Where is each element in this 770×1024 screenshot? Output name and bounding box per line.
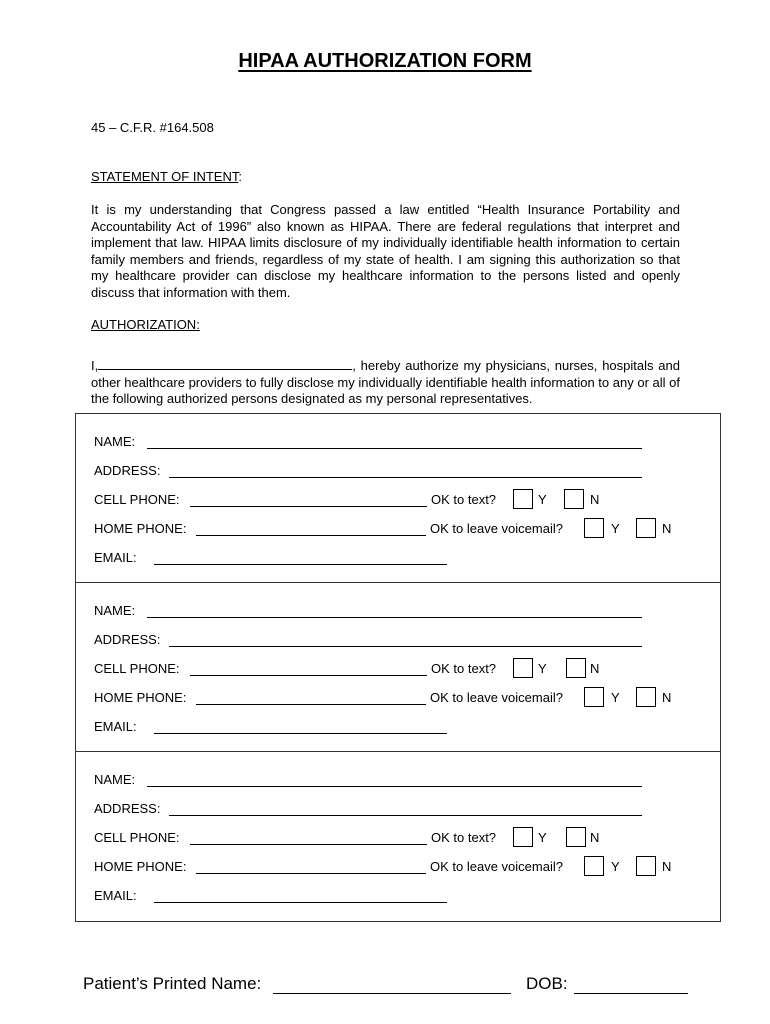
ok-to-text-yes-label: Y <box>538 830 547 845</box>
ok-to-text-no-checkbox[interactable] <box>566 658 586 678</box>
ok-voicemail-yes-label: Y <box>611 859 620 874</box>
ok-voicemail-no-label: N <box>662 521 672 536</box>
ok-voicemail-no-checkbox[interactable] <box>636 687 656 707</box>
address-field[interactable] <box>169 477 642 478</box>
ok-to-text-yes-checkbox[interactable] <box>513 827 533 847</box>
home-phone-field[interactable] <box>196 704 426 705</box>
intent-heading-colon: : <box>238 169 242 184</box>
cell-phone-field[interactable] <box>190 844 427 845</box>
cell-phone-field[interactable] <box>190 506 427 507</box>
email-field[interactable] <box>154 733 447 734</box>
email-field[interactable] <box>154 902 447 903</box>
patient-printed-name-label: Patient’s Printed Name: <box>83 974 262 993</box>
ok-to-text-no-label: N <box>590 830 600 845</box>
email-label: EMAIL: <box>94 719 137 734</box>
home-phone-label: HOME PHONE: <box>94 690 187 705</box>
address-field[interactable] <box>169 646 642 647</box>
representative-block-3 <box>75 751 721 922</box>
home-phone-label: HOME PHONE: <box>94 521 187 536</box>
representative-block-2 <box>75 582 721 752</box>
authorization-heading <box>91 317 200 332</box>
name-label: NAME: <box>94 434 136 449</box>
dob-field[interactable] <box>574 993 688 994</box>
ok-to-text-no-label: N <box>590 492 600 507</box>
ok-voicemail-yes-label: Y <box>611 521 620 536</box>
email-label: EMAIL: <box>94 550 137 565</box>
home-phone-field[interactable] <box>196 873 426 874</box>
ok-voicemail-label: OK to leave voicemail? <box>430 859 563 874</box>
home-phone-label: HOME PHONE: <box>94 859 187 874</box>
ok-voicemail-label: OK to leave voicemail? <box>430 690 563 705</box>
ok-to-text-yes-label: Y <box>538 492 547 507</box>
ok-voicemail-yes-checkbox[interactable] <box>584 856 604 876</box>
ok-to-text-yes-checkbox[interactable] <box>513 658 533 678</box>
ok-voicemail-yes-checkbox[interactable] <box>584 518 604 538</box>
intent-heading-text: STATEMENT OF INTENT <box>91 169 239 184</box>
authorization-text <box>91 358 680 408</box>
home-phone-field[interactable] <box>196 535 426 536</box>
statement-of-intent-heading <box>91 169 242 184</box>
cell-phone-field[interactable] <box>190 675 427 676</box>
cell-phone-label: CELL PHONE: <box>94 661 180 676</box>
ok-to-text-no-checkbox[interactable] <box>564 489 584 509</box>
ok-voicemail-no-checkbox[interactable] <box>636 518 656 538</box>
authorization-body: , hereby authorize my physicians, nurses, hospitals and other healthcare providers to fully disclose my individually identifiable health information to any or all of the following authorized persons designated as my personal representatives. <box>91 358 680 406</box>
ok-voicemail-no-label: N <box>662 859 672 874</box>
ok-to-text-label: OK to text? <box>431 661 497 676</box>
ok-to-text-yes-label: Y <box>538 661 547 676</box>
ok-voicemail-no-checkbox[interactable] <box>636 856 656 876</box>
cfr-reference: 45 – C.F.R. #164.508 <box>91 120 214 135</box>
patient-printed-name-field[interactable] <box>273 993 511 994</box>
form-title: HIPAA AUTHORIZATION FORM <box>238 50 532 72</box>
email-label: EMAIL: <box>94 888 137 903</box>
ok-to-text-no-checkbox[interactable] <box>566 827 586 847</box>
ok-voicemail-label: OK to leave voicemail? <box>430 521 563 536</box>
ok-to-text-no-label: N <box>590 661 600 676</box>
representative-block-1 <box>75 413 721 583</box>
ok-voicemail-yes-label: Y <box>611 690 620 705</box>
ok-voicemail-yes-checkbox[interactable] <box>584 687 604 707</box>
ok-to-text-label: OK to text? <box>431 492 497 507</box>
name-label: NAME: <box>94 603 136 618</box>
statement-of-intent-text: It is my understanding that Congress passed a law entitled “Health Insurance Portability and Accountability Act of 1996” also known as HIPAA. There are federal regulations that interpret and implement that law. HIPAA limits disclosure of my individually identifiable health information to certain family members and friends, regardless of my state of health. I am signing this authorization so that my healthcare provider can disclose my healthcare information to the persons listed and openly discuss that information with them. <box>91 202 680 300</box>
authorization-heading-text: AUTHORIZATION: <box>91 317 200 332</box>
authorizer-name-blank[interactable] <box>98 358 352 370</box>
cell-phone-label: CELL PHONE: <box>94 492 180 507</box>
name-field[interactable] <box>147 617 642 618</box>
cell-phone-label: CELL PHONE: <box>94 830 180 845</box>
name-field[interactable] <box>147 786 642 787</box>
name-field[interactable] <box>147 448 642 449</box>
ok-voicemail-no-label: N <box>662 690 672 705</box>
name-label: NAME: <box>94 772 136 787</box>
ok-to-text-yes-checkbox[interactable] <box>513 489 533 509</box>
address-label: ADDRESS: <box>94 801 161 816</box>
authorization-prefix: I, <box>91 358 99 373</box>
dob-label: DOB: <box>526 974 568 993</box>
address-label: ADDRESS: <box>94 463 161 478</box>
email-field[interactable] <box>154 564 447 565</box>
address-field[interactable] <box>169 815 642 816</box>
ok-to-text-label: OK to text? <box>431 830 497 845</box>
address-label: ADDRESS: <box>94 632 161 647</box>
